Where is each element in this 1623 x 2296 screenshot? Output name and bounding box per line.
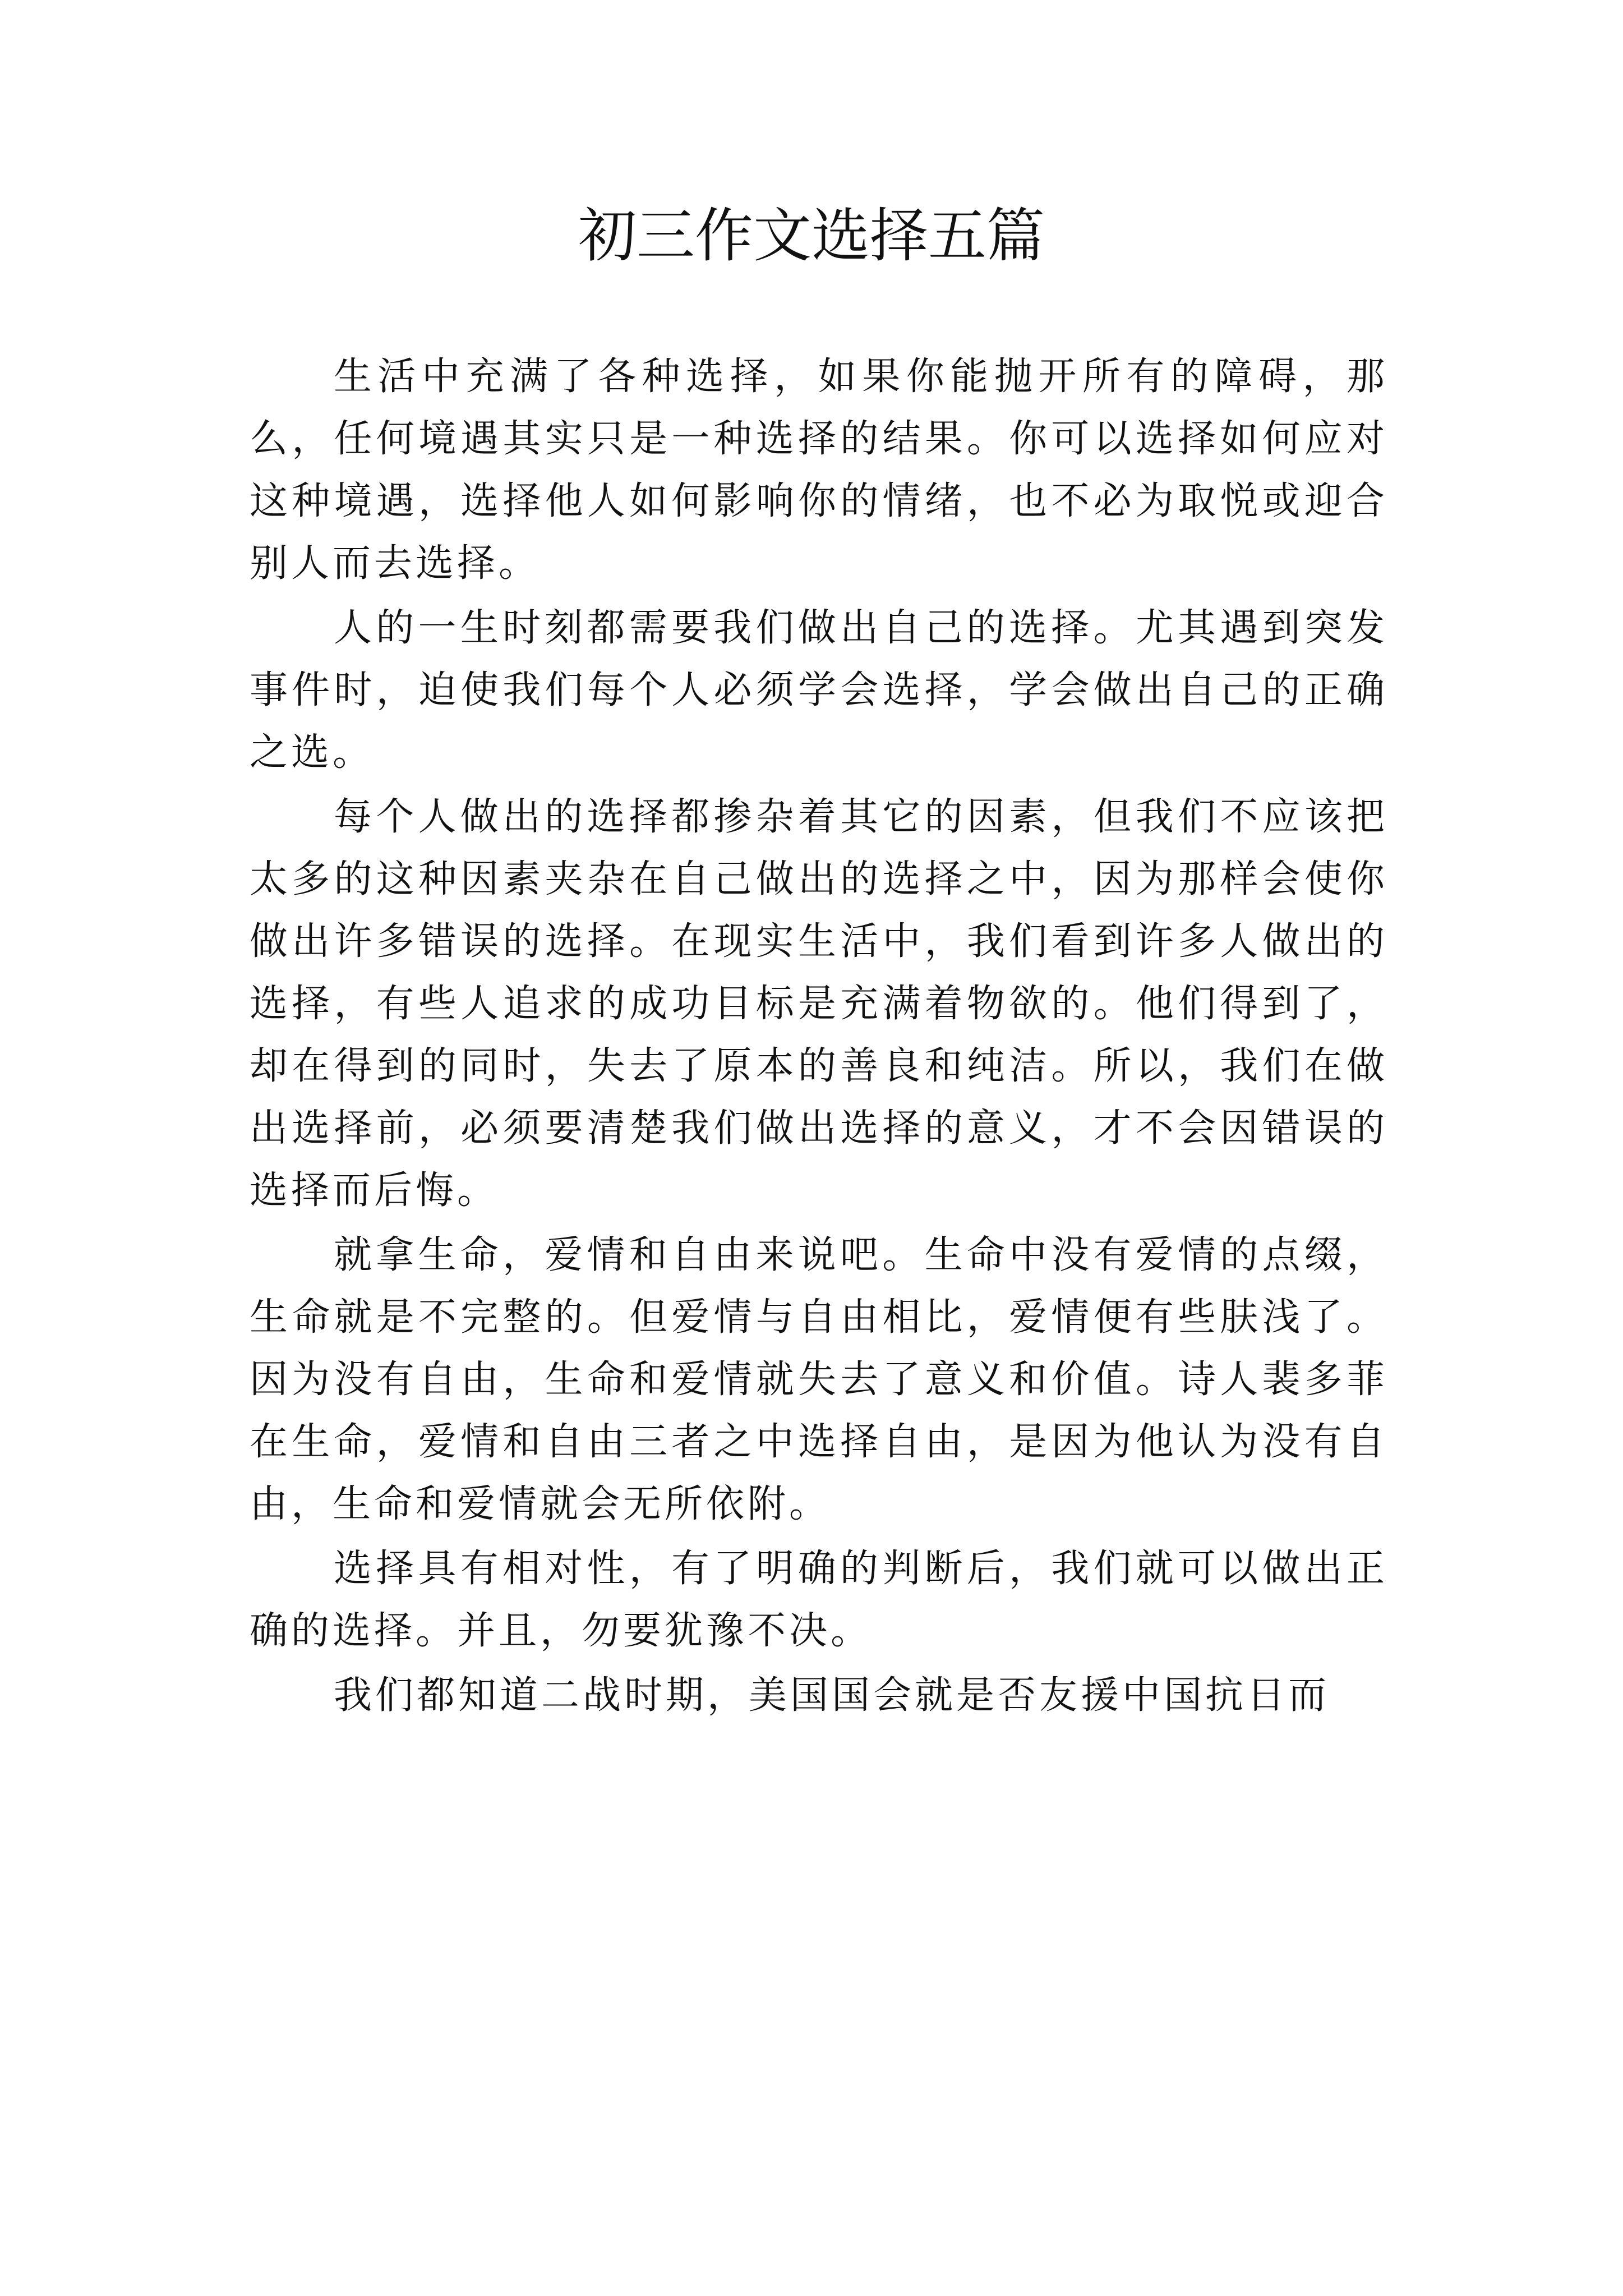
paragraph-6: 我们都知道二战时期，美国国会就是否友援中国抗日而 <box>334 1673 1330 1718</box>
document-title: 初三作文选择五篇 <box>578 201 1045 270</box>
paragraph-3: 每个人做出的选择都掺杂着其它的因素，但我们不应该把太多的这种因素夹杂在自己做出的选择之中，因为那样会使你做出许多错误的选择。在现实生活中，我们看到许多人做出的选择，有些人追求的成功目标是充满着物欲的。他们得到了，却在得到的同时，失去了原本的善良和纯洁。所以，我们在做出选择前，必须要清楚我们做出选择的意义，才不会因错误的选择而后悔。 <box>250 795 1388 1213</box>
paragraph-4: 就拿生命，爱情和自由来说吧。生命中没有爱情的点缀，生命就是不完整的。但爱情与自由相比，爱情便有些肤浅了。因为没有自由，生命和爱情就失去了意义和价值。诗人裴多菲在生命，爱情和自由三者之中选择自由，是因为他认为没有自由，生命和爱情就会无所依附。 <box>250 1233 1388 1526</box>
paragraph-5: 选择具有相对性，有了明确的判断后，我们就可以做出正确的选择。并且，勿要犹豫不决。 <box>250 1547 1388 1653</box>
paragraph-2: 人的一生时刻都需要我们做出自己的选择。尤其遇到突发事件时，迫使我们每个人必须学会选择，学会做出自己的正确之选。 <box>250 606 1388 775</box>
document-body <box>250 346 1388 1729</box>
paragraph-1: 生活中充满了各种选择，如果你能抛开所有的障碍，那么，任何境遇其实只是一种选择的结果。你可以选择如何应对这种境遇，选择他人如何影响你的情绪，也不必为取悦或迎合别人而去选择。 <box>250 355 1388 586</box>
